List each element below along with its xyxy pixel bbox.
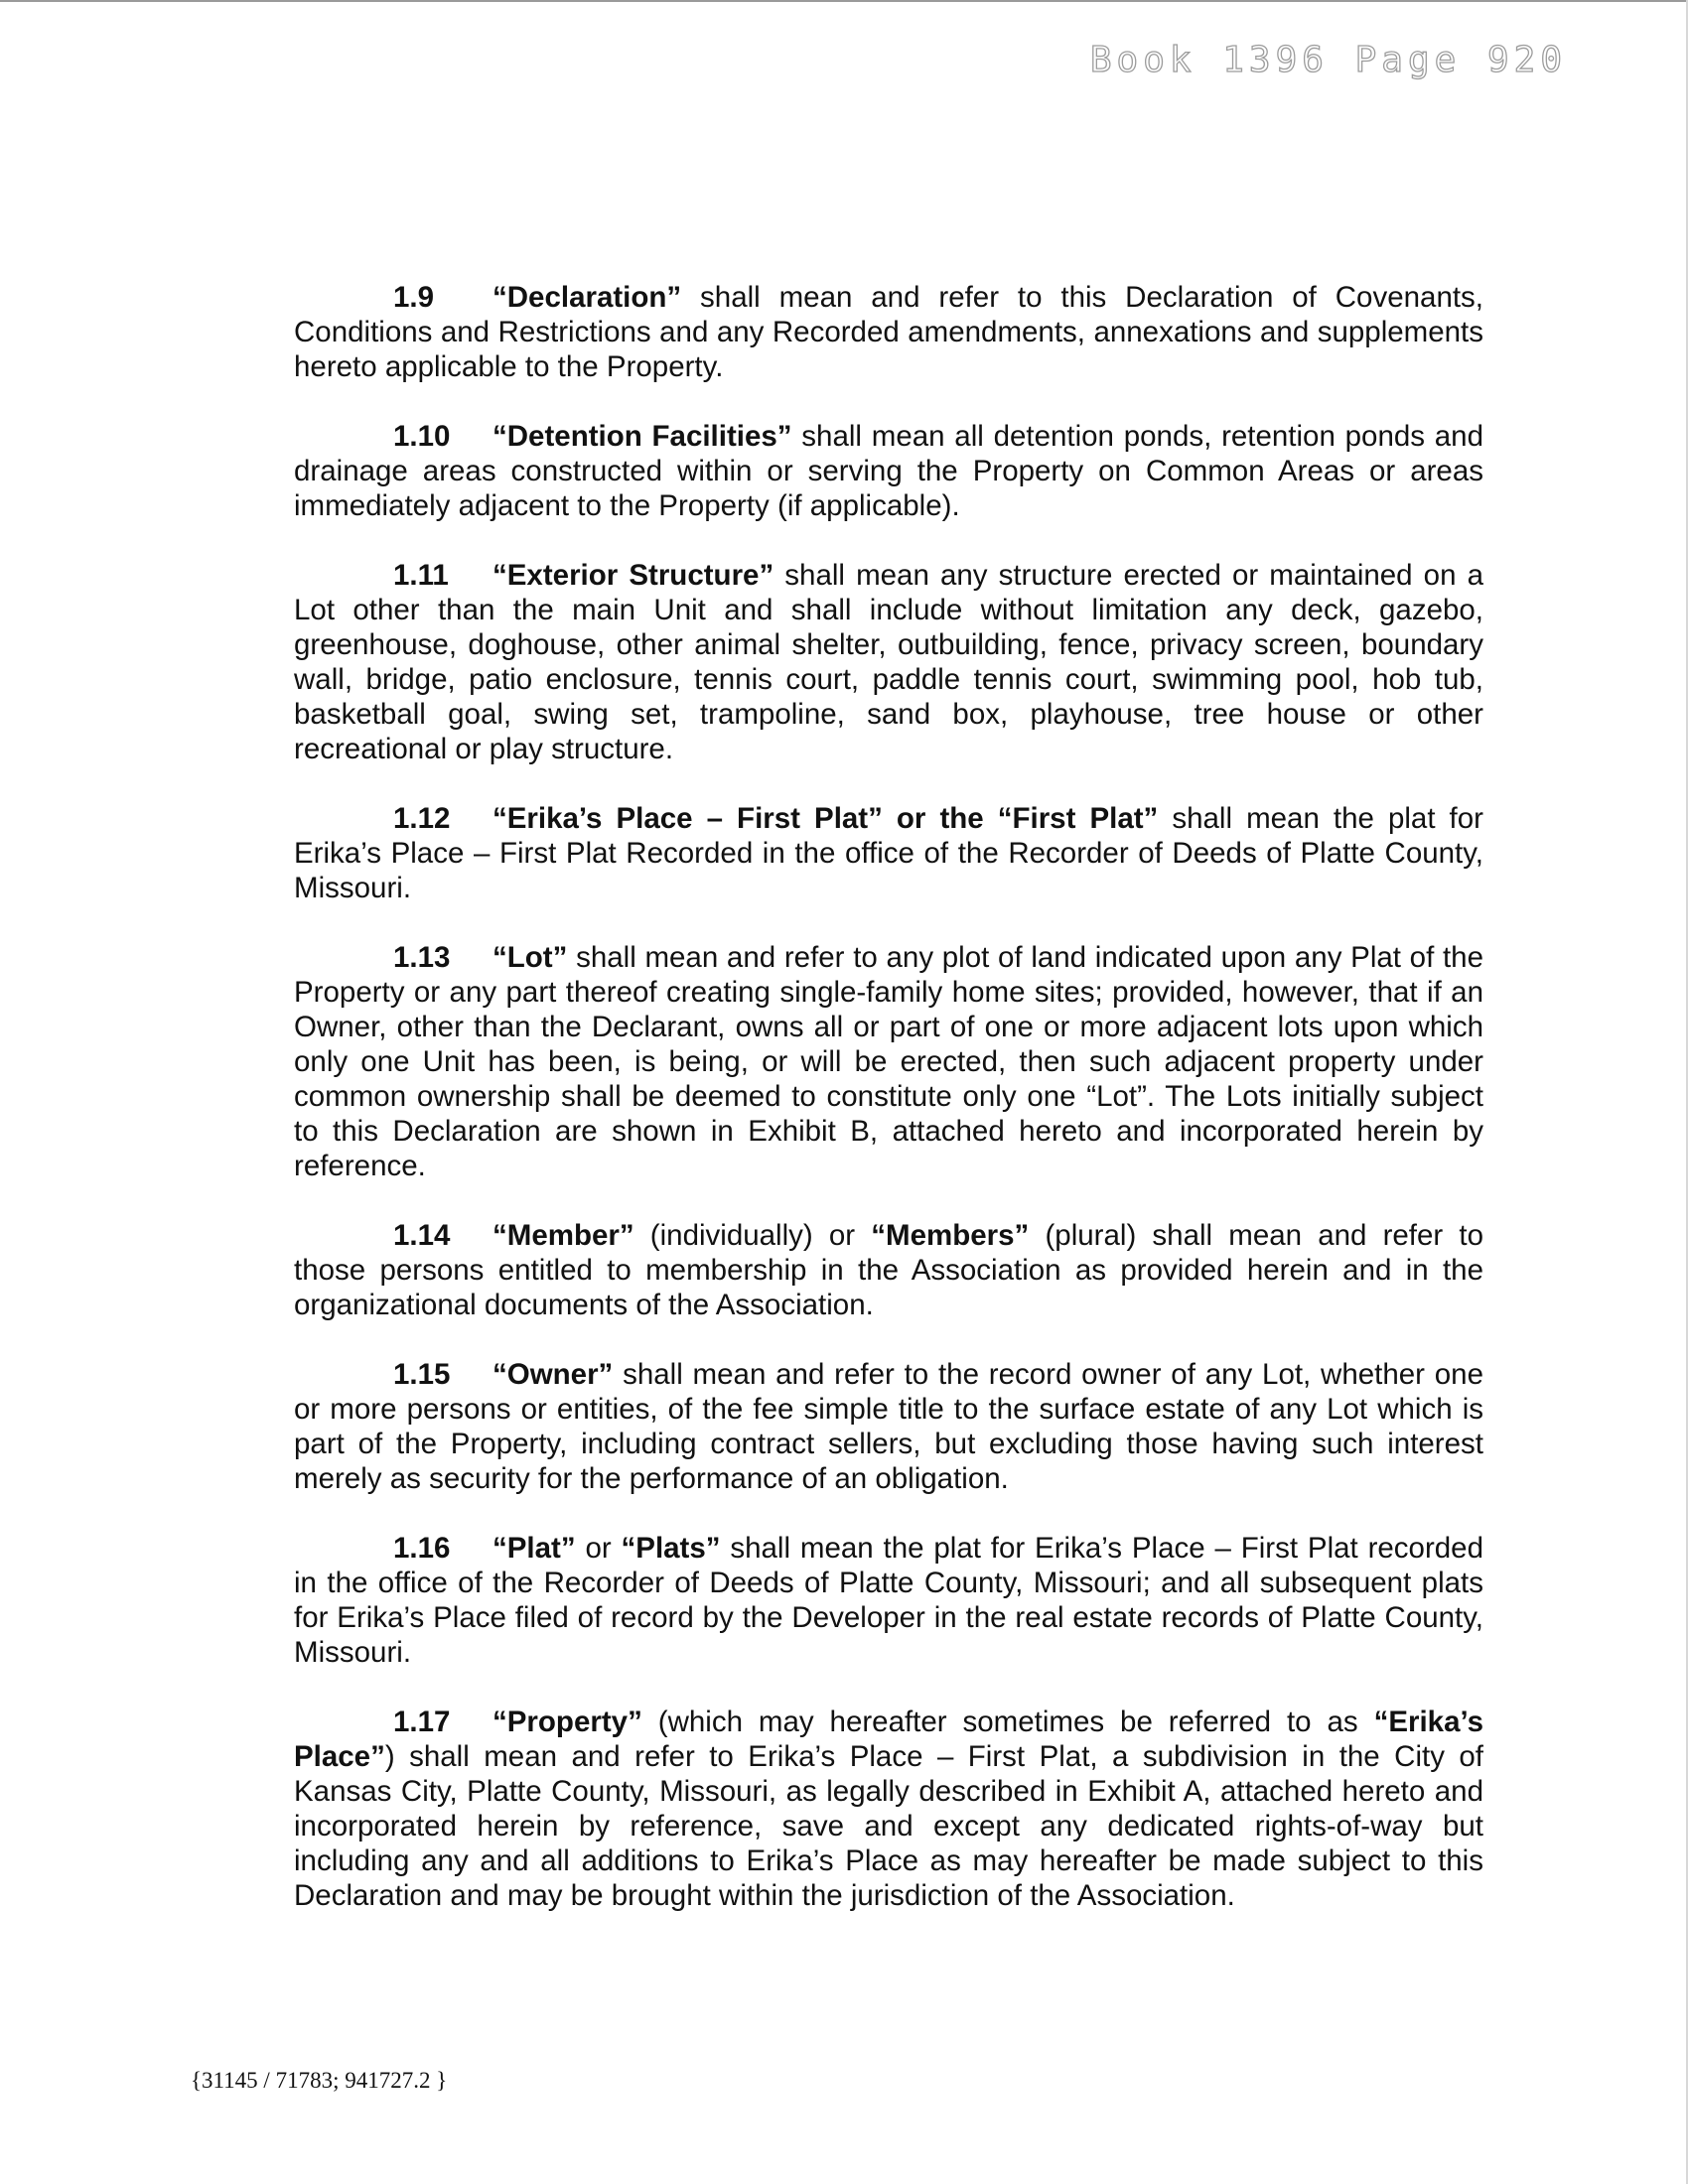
section-number: 1.9: [393, 281, 435, 314]
defined-term: “Erika’s Place – First Plat” or the “First Plat”: [492, 802, 1159, 835]
definition-paragraph-1-10: [294, 419, 1483, 523]
definition-text: shall mean and refer to this Declaration of Covenants, Conditions and Restrictions and any Recorded amendments, annexations and supplements hereto applicable to the Property.: [294, 281, 1483, 383]
section-number: 1.16: [393, 1532, 451, 1565]
defined-term: “Lot”: [492, 941, 568, 974]
definition-text: shall mean and refer to any plot of land indicated upon any Plat of the Property or any part thereof creating single-family home sites; provided, however, that if an Owner, other than the Declarant, owns all or part of one or more adjacent lots upon which only one Unit has been, is being, or will be erected, then such adjacent property under common ownership shall be deemed to constitute only one “Lot”. The Lots initially subject to this Declaration are shown in Exhibit B, attached hereto and incorporated herein by reference.: [294, 941, 1483, 1182]
definition-text: (plural) shall mean and refer to those persons entitled to membership in the Association as provided herein and in the organizational documents of the Association.: [294, 1219, 1483, 1321]
definition-text: ) shall mean and refer to Erika’s Place – First Plat, a subdivision in the City of Kansas City, Platte County, Missouri, as legally described in Exhibit A, attached hereto and incorporated herein by reference, save and except any dedicated rights-of-way but including any and all additions to Erika’s Place as may hereafter be made subject to this Declaration and may be brought within the jurisdiction of the Association.: [294, 1740, 1483, 1912]
document-body: [294, 280, 1483, 1948]
defined-term: “Members”: [871, 1219, 1030, 1252]
definition-text: shall mean all detention ponds, retention ponds and drainage areas constructed within or serving the Property on Common Areas or areas immediately adjacent to the Property (if applicable).: [294, 420, 1483, 522]
section-number: 1.17: [393, 1706, 451, 1738]
definition-paragraph-1-17: [294, 1705, 1483, 1913]
defined-term: “Erika’s Place”: [294, 1706, 1483, 1773]
section-number: 1.13: [393, 941, 451, 974]
section-number: 1.12: [393, 802, 451, 835]
section-number: 1.14: [393, 1219, 451, 1252]
definition-paragraph-1-15: [294, 1357, 1483, 1496]
section-number: 1.10: [393, 420, 451, 453]
defined-term: “Plat”: [492, 1532, 576, 1565]
defined-term: “Declaration”: [492, 281, 682, 314]
definition-paragraph-1-14: [294, 1218, 1483, 1322]
definition-text: (which may hereafter sometimes be referred to as: [641, 1706, 1374, 1738]
definition-text: shall mean and refer to the record owner of any Lot, whether one or more persons or entities, of the fee simple title to the surface estate of any Lot which is part of the Property, including contract sellers, but excluding those having such interest merely as security for the performance of an obligation.: [294, 1358, 1483, 1495]
definition-text: shall mean the plat for Erika’s Place – First Plat recorded in the office of the Recorder of Deeds of Platte County, Missouri; and all subsequent plats for Erika’s Place filed of record by the Developer in the real estate records of Platte County, Missouri.: [294, 1532, 1483, 1669]
definition-text: or: [575, 1532, 622, 1565]
defined-term: “Plats”: [621, 1532, 721, 1565]
defined-term: “Detention Facilities”: [492, 420, 792, 453]
book-page-stamp: Book 1396 Page 920: [1089, 40, 1567, 80]
defined-term: “Property”: [492, 1706, 642, 1738]
definition-text: shall mean the plat for Erika’s Place – First Plat Recorded in the office of the Recorder of Deeds of Platte County, Missouri.: [294, 802, 1483, 904]
definition-text: shall mean any structure erected or maintained on a Lot other than the main Unit and shall include without limitation any deck, gazebo, greenhouse, doghouse, other animal shelter, outbuilding, fence, privacy screen, boundary wall, bridge, patio enclosure, tennis court, paddle tennis court, swimming pool, hob tub, basketball goal, swing set, trampoline, sand box, playhouse, tree house or other recreational or play structure.: [294, 559, 1483, 765]
section-number: 1.15: [393, 1358, 451, 1391]
defined-term: “Exterior Structure”: [492, 559, 774, 592]
definition-text: (individually) or: [633, 1219, 872, 1252]
section-number: 1.11: [393, 559, 449, 592]
definition-paragraph-1-11: [294, 558, 1483, 766]
defined-term: “Owner”: [492, 1358, 614, 1391]
definition-paragraph-1-13: [294, 940, 1483, 1183]
definition-paragraph-1-12: [294, 801, 1483, 905]
definition-paragraph-1-16: [294, 1531, 1483, 1670]
defined-term: “Member”: [492, 1219, 634, 1252]
top-border-line: [0, 0, 1688, 2]
document-id-footer: {31145 / 71783; 941727.2 }: [191, 2068, 448, 2093]
definition-paragraph-1-9: [294, 280, 1483, 384]
